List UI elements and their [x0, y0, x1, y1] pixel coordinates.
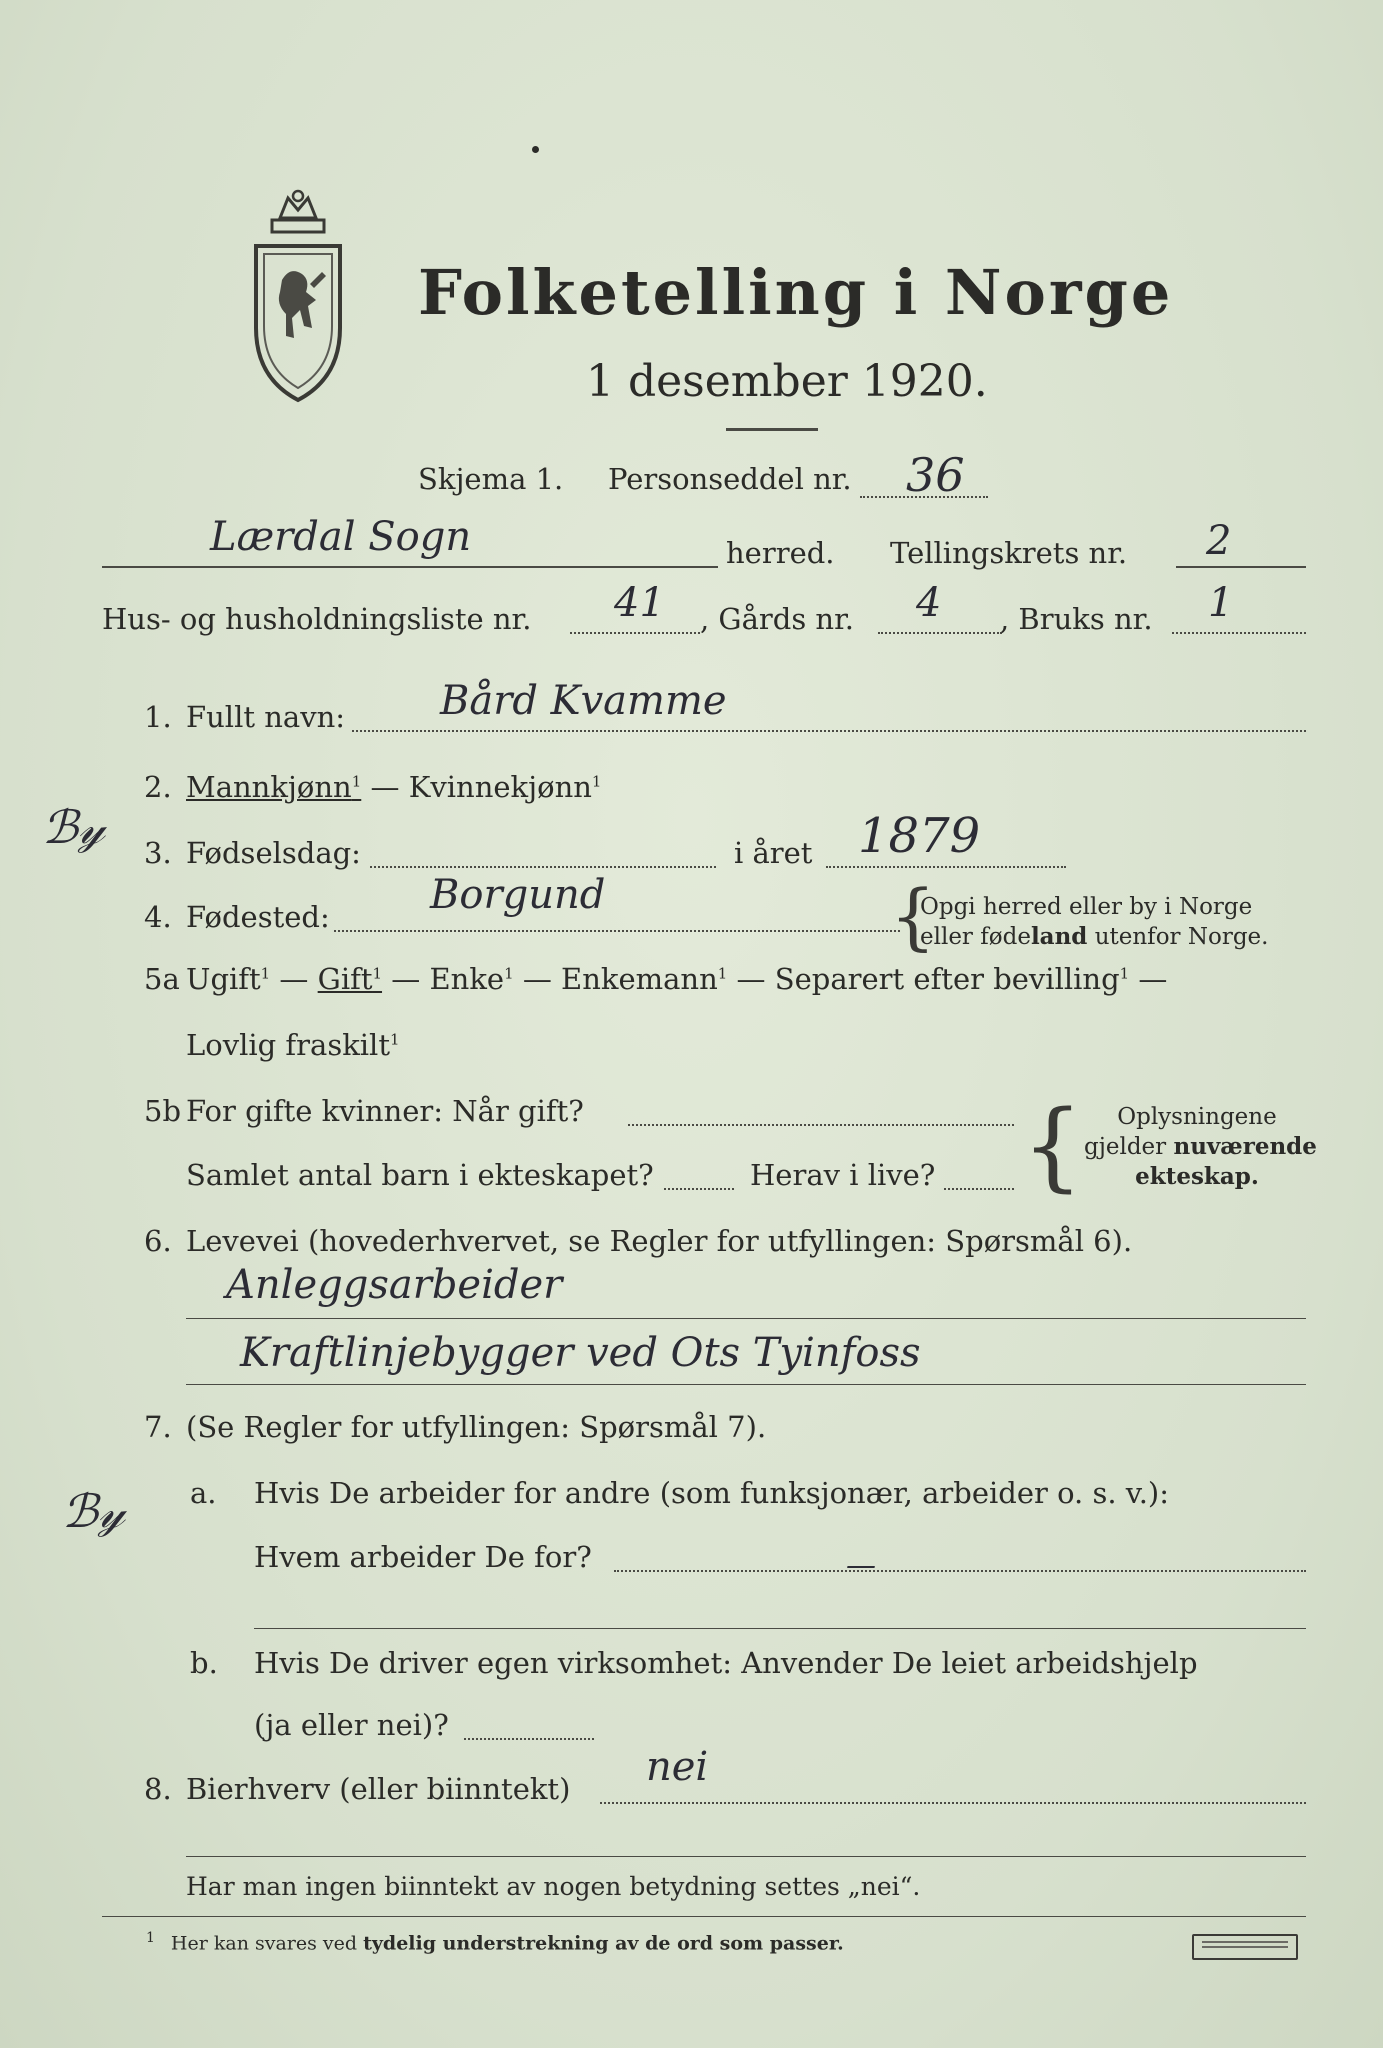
option-enkemann[interactable]: Enkemann$^1$ — [561, 962, 728, 996]
children-alive-field[interactable] — [944, 1188, 1014, 1190]
husliste-field[interactable] — [570, 632, 700, 634]
husliste-label: Hus- og husholdningsliste nr. — [102, 602, 532, 636]
tellingskrets-field[interactable] — [1176, 566, 1306, 568]
footnote-divider — [102, 1916, 1306, 1917]
q5b-note-brace: { — [1022, 1090, 1084, 1202]
q4-note: Opgi herred eller by i Norge eller fødeland utenfor Norge. — [920, 894, 1269, 950]
q5b-number: 5b — [144, 1094, 182, 1128]
footnote: $^1$ Her kan svares ved tydelig understrekning av de ord som passer. — [146, 1930, 844, 1955]
q2-options: Mannkjønn$^1$ — Kvinnekjønn$^1$ — [186, 770, 602, 804]
herred-label: herred. — [726, 536, 835, 570]
option-separert[interactable]: Separert efter bevilling$^1$ — [774, 962, 1130, 996]
side-income-line-2[interactable] — [186, 1856, 1306, 1857]
q3-number: 3. — [144, 836, 172, 870]
q7a-sub: Hvem arbeider De for? — [254, 1540, 592, 1574]
margin-checkmark-1: ℬ𝓎 — [42, 800, 105, 854]
q5b-children-label: Samlet antal barn i ekteskapet? — [186, 1158, 654, 1192]
tellingskrets-label: Tellingskrets nr. — [890, 536, 1128, 570]
q1-number: 1. — [144, 700, 172, 734]
q5b-label: For gifte kvinner: Når gift? — [186, 1094, 584, 1128]
full-name-value: Bård Kvamme — [440, 678, 727, 724]
employer-line-2[interactable] — [254, 1628, 1306, 1629]
option-lovlig-fraskilt[interactable]: Lovlig fraskilt$^1$ — [186, 1028, 400, 1062]
option-enke[interactable]: Enke$^1$ — [429, 962, 514, 996]
q5b-alive-label: Herav i live? — [750, 1158, 936, 1192]
tellingskrets-value: 2 — [1206, 518, 1232, 564]
option-female[interactable]: Kvinnekjønn$^1$ — [408, 770, 602, 804]
margin-checkmark-2: ℬ𝓎 — [62, 1484, 125, 1538]
q4-number: 4. — [144, 900, 172, 934]
q4-note-brace: { — [890, 874, 936, 958]
bruks-value: 1 — [1208, 580, 1234, 626]
birthday-field[interactable] — [370, 866, 716, 868]
q7b-label: Hvis De driver egen virksomhet: Anvender De leiet arbeidshjelp — [254, 1646, 1198, 1680]
gards-value: 4 — [916, 580, 942, 626]
q3-label: Fødselsdag: — [186, 836, 361, 870]
birthplace-value: Borgund — [430, 872, 606, 918]
option-ugift[interactable]: Ugift$^1$ — [186, 962, 271, 996]
q8-note: Har man ingen biinntekt av nogen betydning settes „nei“. — [186, 1872, 921, 1901]
ink-dot — [532, 146, 539, 153]
married-date-field[interactable] — [628, 1124, 1014, 1126]
title-divider — [726, 428, 818, 431]
birthplace-field[interactable] — [334, 930, 900, 932]
option-gift[interactable]: Gift$^1$ — [317, 962, 383, 996]
q5b-note: Oplysningene gjelder nuværende ekteskap. — [1084, 1104, 1317, 1190]
q7b-sub: (ja eller nei)? — [254, 1708, 449, 1742]
printer-stamp — [1192, 1934, 1298, 1960]
gards-label: , Gårds nr. — [700, 602, 854, 636]
q8-number: 8. — [144, 1772, 172, 1806]
herred-value: Lærdal Sogn — [210, 514, 472, 560]
gards-field[interactable] — [878, 632, 1002, 634]
employer-value: — — [846, 1548, 876, 1583]
employer-field[interactable] — [614, 1570, 1306, 1572]
q7a-label: Hvis De arbeider for andre (som funksjonær, arbeider o. s. v.): — [254, 1476, 1170, 1510]
q4-label: Fødested: — [186, 900, 330, 934]
occupation-value-2: Kraftlinjebygger ved Ots Tyinfoss — [240, 1330, 921, 1376]
q7-number: 7. — [144, 1410, 172, 1444]
bruks-field[interactable] — [1172, 632, 1306, 634]
q5a-number: 5a — [144, 962, 180, 996]
occupation-line-1[interactable] — [186, 1318, 1306, 1319]
personseddel-value: 36 — [906, 448, 965, 502]
hired-help-field[interactable] — [464, 1738, 594, 1740]
q7a-letter: a. — [190, 1476, 217, 1510]
q7b-letter: b. — [190, 1646, 218, 1680]
occupation-line-2[interactable] — [186, 1384, 1306, 1385]
q8-label: Bierhverv (eller biinntekt) — [186, 1772, 571, 1806]
form-title: Folketelling i Norge — [418, 256, 1174, 329]
q3-year-label: i året — [734, 836, 813, 870]
birth-year-field[interactable] — [826, 866, 1066, 868]
q1-label: Fullt navn: — [186, 700, 346, 734]
birth-year-value: 1879 — [858, 808, 981, 864]
q5a-options: Ugift$^1$ — Gift$^1$ — Enke$^1$ — Enkemann$^1$ — Separert efter bevilling$^1$ — — [186, 962, 1168, 996]
q6-number: 6. — [144, 1224, 172, 1258]
census-date: 1 desember 1920. — [586, 356, 988, 407]
q2-number: 2. — [144, 770, 172, 804]
herred-field[interactable] — [102, 566, 718, 568]
q6-label: Levevei (hovederhvervet, se Regler for utfyllingen: Spørsmål 6). — [186, 1224, 1133, 1258]
children-count-field[interactable] — [664, 1188, 734, 1190]
personseddel-label: Personseddel nr. — [608, 462, 852, 496]
bruks-label: , Bruks nr. — [1000, 602, 1153, 636]
option-male[interactable]: Mannkjønn$^1$ — [186, 770, 362, 804]
full-name-field[interactable] — [352, 730, 1306, 732]
schema-label: Skjema 1. — [418, 462, 564, 496]
q7-label: (Se Regler for utfyllingen: Spørsmål 7). — [186, 1410, 767, 1444]
occupation-value-1: Anleggsarbeider — [226, 1262, 563, 1308]
side-income-value: nei — [646, 1744, 709, 1790]
side-income-field[interactable] — [600, 1802, 1306, 1804]
husliste-value: 41 — [614, 580, 665, 626]
coat-of-arms-emblem — [250, 188, 346, 404]
